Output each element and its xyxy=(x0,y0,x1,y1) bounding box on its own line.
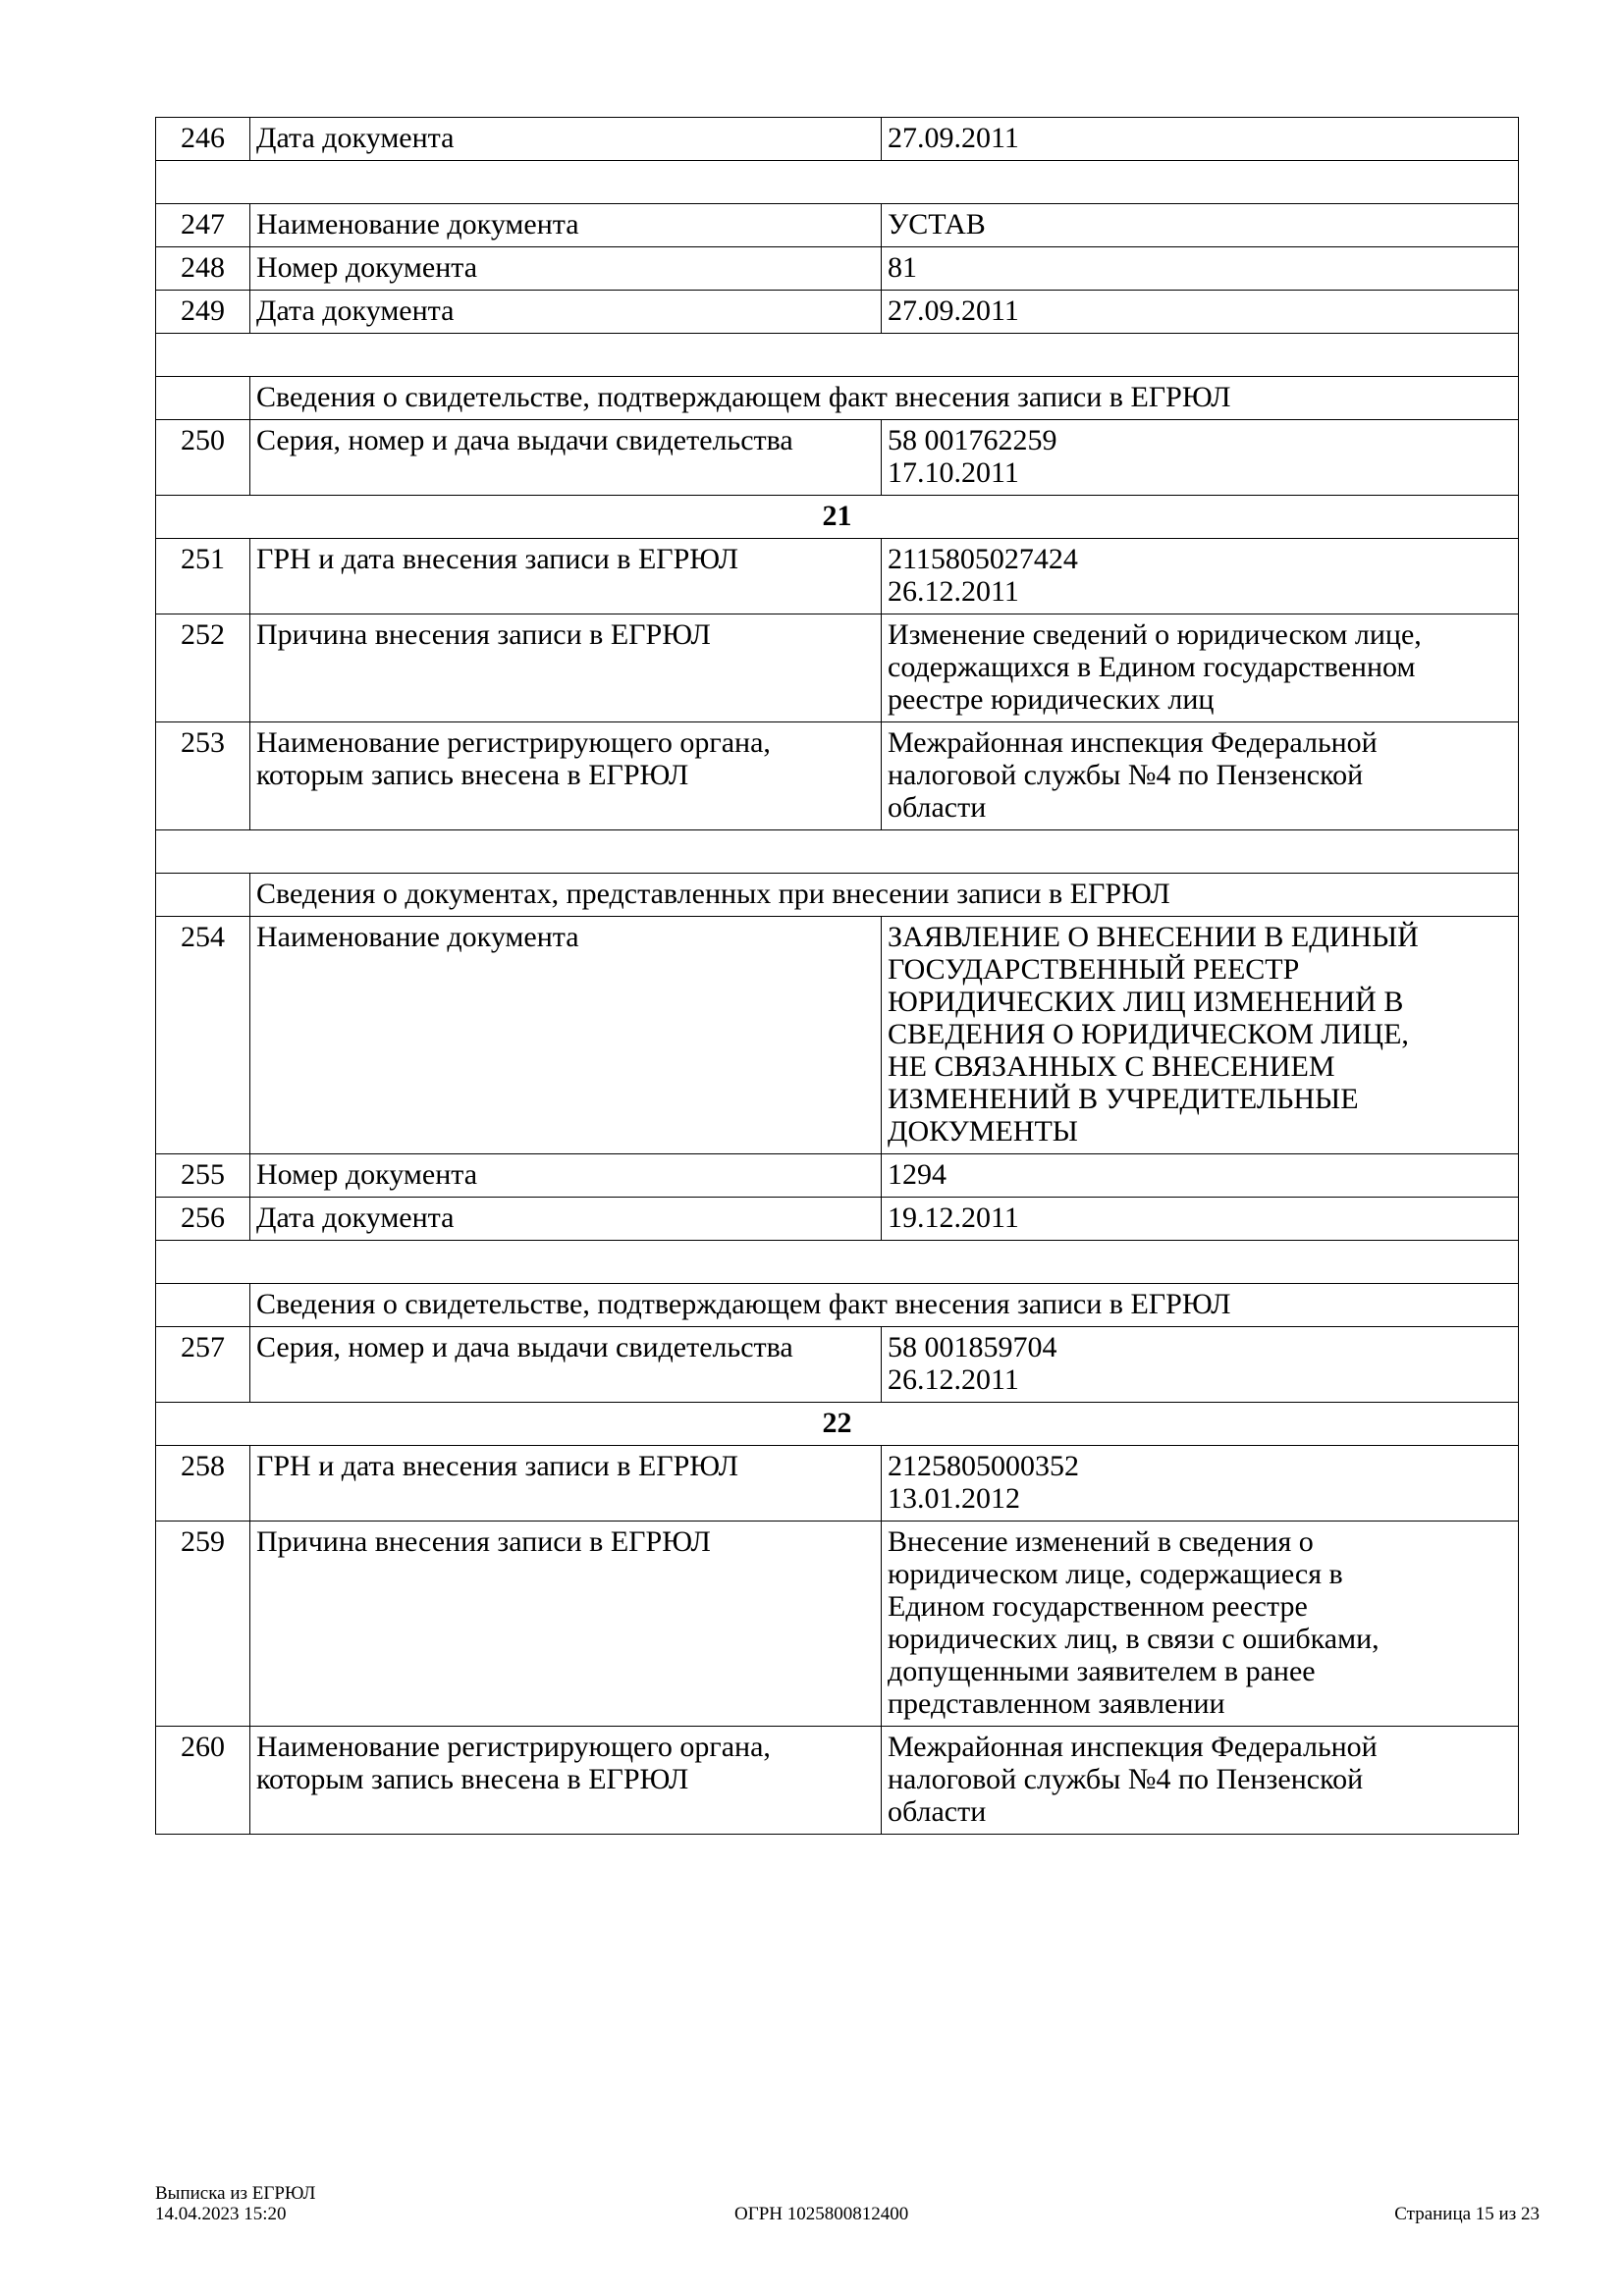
table-row xyxy=(156,420,1519,496)
blank-separator-row xyxy=(156,161,1519,204)
row-number: 257 xyxy=(156,1327,250,1403)
row-label: Дата документа xyxy=(250,118,882,161)
row-number: 252 xyxy=(156,614,250,722)
row-value: 27.09.2011 xyxy=(882,118,1519,161)
row-value: УСТАВ xyxy=(882,204,1519,247)
row-value: 27.09.2011 xyxy=(882,291,1519,334)
row-value: 58 001762259 17.10.2011 xyxy=(882,420,1519,496)
row-number: 256 xyxy=(156,1198,250,1241)
row-value: 2115805027424 26.12.2011 xyxy=(882,539,1519,614)
table-row xyxy=(156,1327,1519,1403)
footer-page-number: Страница 15 из 23 xyxy=(1394,2204,1540,2224)
subsection-caption-row xyxy=(156,377,1519,420)
table-row xyxy=(156,1198,1519,1241)
caption-number-cell xyxy=(156,377,250,420)
footer-left xyxy=(155,2183,315,2224)
row-value: Межрайонная инспекция Федеральной налоговой службы №4 по Пензенской области xyxy=(882,722,1519,830)
subsection-caption: Сведения о документах, представленных при внесении записи в ЕГРЮЛ xyxy=(250,874,1519,917)
row-label: Причина внесения записи в ЕГРЮЛ xyxy=(250,614,882,722)
table-row xyxy=(156,1154,1519,1198)
row-number: 258 xyxy=(156,1446,250,1522)
table-row xyxy=(156,204,1519,247)
table-body xyxy=(156,118,1519,1835)
section-number: 22 xyxy=(156,1403,1519,1446)
table-row xyxy=(156,539,1519,614)
section-number-row xyxy=(156,496,1519,539)
row-value: Внесение изменений в сведения о юридическом лице, содержащиеся в Едином государственном реестре юридических лиц, в связи с ошибками, допущенными заявителем в ранее представленном заявлении xyxy=(882,1522,1519,1727)
row-label: ГРН и дата внесения записи в ЕГРЮЛ xyxy=(250,539,882,614)
blank-separator-row xyxy=(156,1241,1519,1284)
row-number: 249 xyxy=(156,291,250,334)
row-number: 248 xyxy=(156,247,250,291)
section-number: 21 xyxy=(156,496,1519,539)
row-label: Наименование регистрирующего органа, которым запись внесена в ЕГРЮЛ xyxy=(250,1727,882,1835)
row-number: 260 xyxy=(156,1727,250,1835)
row-value: 1294 xyxy=(882,1154,1519,1198)
subsection-caption: Сведения о свидетельстве, подтверждающем факт внесения записи в ЕГРЮЛ xyxy=(250,377,1519,420)
row-value: ЗАЯВЛЕНИЕ О ВНЕСЕНИИ В ЕДИНЫЙ ГОСУДАРСТВЕННЫЙ РЕЕСТР ЮРИДИЧЕСКИХ ЛИЦ ИЗМЕНЕНИЙ В СВЕДЕНИЯ О ЮРИДИЧЕСКОМ ЛИЦЕ, НЕ СВЯЗАННЫХ С ВНЕСЕНИЕМ ИЗМЕНЕНИЙ В УЧРЕДИТЕЛЬНЫЕ ДОКУМЕНТЫ xyxy=(882,917,1519,1154)
row-number: 253 xyxy=(156,722,250,830)
table-row xyxy=(156,917,1519,1154)
row-number: 251 xyxy=(156,539,250,614)
row-label: Наименование регистрирующего органа, которым запись внесена в ЕГРЮЛ xyxy=(250,722,882,830)
subsection-caption-row xyxy=(156,874,1519,917)
row-label: Серия, номер и дача выдачи свидетельства xyxy=(250,420,882,496)
row-label: Дата документа xyxy=(250,1198,882,1241)
row-label: ГРН и дата внесения записи в ЕГРЮЛ xyxy=(250,1446,882,1522)
row-number: 259 xyxy=(156,1522,250,1727)
row-value: Межрайонная инспекция Федеральной налоговой службы №4 по Пензенской области xyxy=(882,1727,1519,1835)
row-label: Серия, номер и дача выдачи свидетельства xyxy=(250,1327,882,1403)
row-label: Наименование документа xyxy=(250,917,882,1154)
row-number: 250 xyxy=(156,420,250,496)
row-value: Изменение сведений о юридическом лице, содержащихся в Едином государственном реестре юридических лиц xyxy=(882,614,1519,722)
footer-doc-title: Выписка из ЕГРЮЛ xyxy=(155,2183,316,2204)
footer-ogrn: ОГРН 1025800812400 xyxy=(734,2204,909,2224)
table-row xyxy=(156,722,1519,830)
row-number: 246 xyxy=(156,118,250,161)
footer-datetime: 14.04.2023 15:20 xyxy=(155,2204,287,2224)
row-number: 255 xyxy=(156,1154,250,1198)
table-row xyxy=(156,614,1519,722)
table-row xyxy=(156,247,1519,291)
subsection-caption: Сведения о свидетельстве, подтверждающем факт внесения записи в ЕГРЮЛ xyxy=(250,1284,1519,1327)
row-label: Наименование документа xyxy=(250,204,882,247)
row-value: 2125805000352 13.01.2012 xyxy=(882,1446,1519,1522)
blank-cell xyxy=(156,334,1519,377)
row-value: 19.12.2011 xyxy=(882,1198,1519,1241)
section-number-row xyxy=(156,1403,1519,1446)
blank-separator-row xyxy=(156,334,1519,377)
egrul-record-table xyxy=(155,117,1519,1835)
table-row xyxy=(156,291,1519,334)
row-value: 58 001859704 26.12.2011 xyxy=(882,1327,1519,1403)
document-page xyxy=(155,117,1518,1835)
row-label: Дата документа xyxy=(250,291,882,334)
caption-number-cell xyxy=(156,874,250,917)
subsection-caption-row xyxy=(156,1284,1519,1327)
page-footer xyxy=(155,2183,1540,2232)
blank-cell xyxy=(156,1241,1519,1284)
table-row xyxy=(156,1727,1519,1835)
caption-number-cell xyxy=(156,1284,250,1327)
table-row xyxy=(156,1446,1519,1522)
row-label: Номер документа xyxy=(250,1154,882,1198)
table-row xyxy=(156,118,1519,161)
row-number: 254 xyxy=(156,917,250,1154)
blank-cell xyxy=(156,161,1519,204)
row-number: 247 xyxy=(156,204,250,247)
row-value: 81 xyxy=(882,247,1519,291)
blank-separator-row xyxy=(156,830,1519,874)
row-label: Причина внесения записи в ЕГРЮЛ xyxy=(250,1522,882,1727)
blank-cell xyxy=(156,830,1519,874)
row-label: Номер документа xyxy=(250,247,882,291)
table-row xyxy=(156,1522,1519,1727)
